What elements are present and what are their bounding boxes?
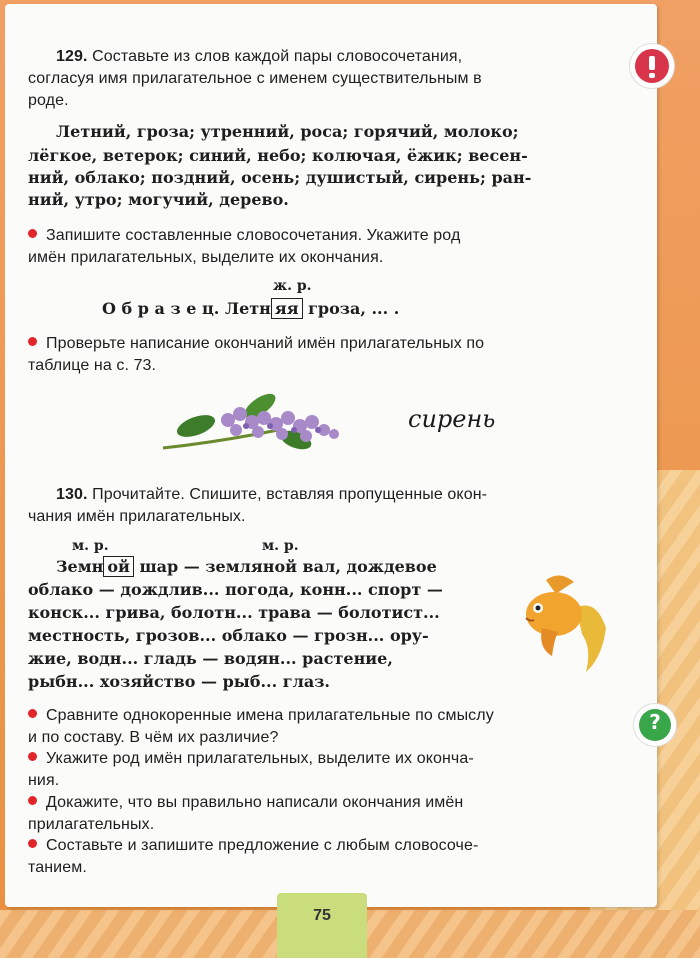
bullet-icon [28, 752, 37, 761]
ex130-line1: Земн ой шар — земляной вал, дождевое [56, 557, 437, 576]
ex129-task1-line2: имён прилагательных, выделите их окончания. [28, 249, 384, 266]
ex130-line2: облако — дождлив... погода, конн... спорт — [28, 580, 443, 599]
ex130-task3-line2: прилагательных. [28, 816, 155, 833]
ex130-task2-line2: ния. [28, 772, 60, 789]
sample-gender-label: ж. р. [273, 278, 312, 294]
ex130-task3-line1: Докажите, что вы правильно написали окончания имён [28, 794, 463, 812]
ex129-words-line2: лёгкое, ветерок; синий, небо; колючая, ёжик; весен- [28, 146, 528, 165]
bullet-icon [28, 337, 37, 346]
ex129-instruction-line1: 129. Составьте из слов каждой пары словосочетания, [56, 48, 463, 65]
ex130-task4-line2: танием. [28, 859, 87, 876]
lilac-illustration [158, 390, 348, 460]
page-number: 75 [313, 907, 331, 924]
ex130-task2-line1: Укажите род имён прилагательных, выделите их оконча- [28, 750, 474, 768]
bullet-icon [28, 839, 37, 848]
ex130-line3: конск... грива, болотн... трава — болотист... [28, 603, 440, 622]
bullet-icon [28, 796, 37, 805]
gender-label-1: м. р. [72, 538, 109, 554]
ex130-task1-line1: Сравните однокоренные имена прилагательные по смыслу [28, 707, 494, 725]
ex130-task4-line1: Составьте и запишите предложение с любым словосоче- [28, 837, 478, 855]
ex130-instruction-line2: чания имён прилагательных. [28, 508, 246, 525]
ex130-line6: рыбн... хозяйство — рыб... глаз. [28, 672, 330, 691]
bullet-icon [28, 709, 37, 718]
ex129-task2-line1: Проверьте написание окончаний имён прилагательных по [28, 335, 484, 353]
ex129-task1-line1: Запишите составленные словосочетания. Укажите род [28, 227, 460, 245]
ending-box: ой [103, 556, 134, 577]
sample-ending-box: яя [271, 298, 303, 319]
question-icon: ? [634, 704, 676, 746]
ex129-instruction-line2: согласуя имя прилагательное с именем существительным в [28, 70, 482, 87]
ex129-words-line3: ний, облако; поздний, осень; душистый, сирень; ран- [28, 168, 532, 187]
gender-label-2: м. р. [262, 538, 299, 554]
bullet-icon [28, 229, 37, 238]
ex130-line4: местность, грозов... облако — грозн... ору- [28, 626, 429, 645]
ex130-instruction-line1: 130. Прочитайте. Спишите, вставляя пропущенные окон- [56, 486, 488, 503]
handwritten-word: сирень [408, 405, 496, 433]
exclamation-icon [630, 44, 674, 88]
ex130-number: 130. [56, 486, 88, 503]
page-number-tab [277, 893, 367, 958]
ex129-words-line1: Летний, гроза; утренний, роса; горячий, молоко; [56, 122, 519, 141]
ex130-line5: жие, водн... гладь — водян... растение, [28, 649, 393, 668]
sample-line: О б р а з е ц. Летн яя гроза, ... . [102, 299, 400, 318]
ex129-number: 129. [56, 48, 88, 65]
goldfish-illustration [516, 568, 612, 678]
ex129-instruction-line3: роде. [28, 92, 69, 109]
ex129-words-line4: ний, утро; могучий, дерево. [28, 190, 289, 209]
ex129-task2-line2: таблице на с. 73. [28, 357, 157, 374]
ex130-task1-line2: и по составу. В чём их различие? [28, 729, 279, 746]
